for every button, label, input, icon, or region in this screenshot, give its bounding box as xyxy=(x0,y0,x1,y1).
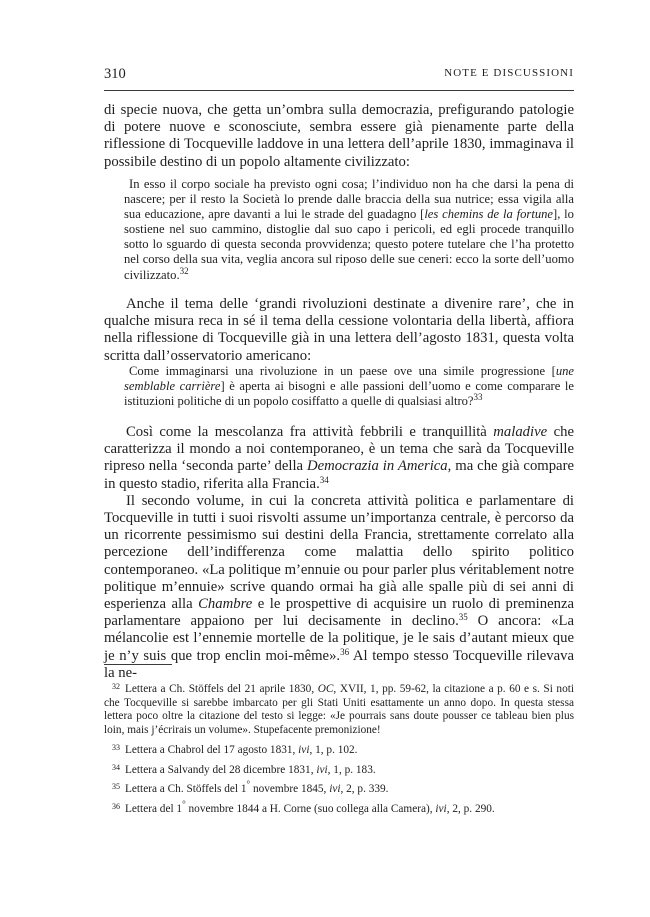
footnote-33: $^{33}$ Lettera a Chabrol del 17 agosto 1831, ivi, 1, p. 102. xyxy=(112,742,358,756)
paragraph-2-text: Anche il tema delle ‘grandi rivoluzioni destinate a divenire rare’, che in qualche misura reca in sé il tema della cessione volontaria della libertà, affiora nella riflessione di Tocqueville già in una lettera dell’agosto 1831, questa volta scritta dall’osservatorio americano: xyxy=(104,296,574,364)
page-number: 310 xyxy=(104,66,126,82)
paragraph-3-text: Così come la mescolanza fra attività febbrili e tranquillità maladive che caratterizza il mondo a noi contemporaneo, è un tema che sarà da Tocqueville ripreso nella ‘seconda parte’ della Democrazia in America, ma che già compare in questo stadio, riferita alla Francia.$^{34}$ xyxy=(104,424,574,492)
quote-2-italic-term: une semblable carrière xyxy=(124,364,574,394)
book-title-democrazia: Democrazia in America xyxy=(307,458,448,475)
block-quote-2-text: Come immaginarsi una rivoluzione in un paese ove una simile progressione [une semblable carrière] è aperta ai bisogni e alle passioni dell’uomo e come comparare le istituzioni politiche di un popolo cosiffatto a quelle di qualsiasi altro?$^{33}$ xyxy=(124,364,574,409)
block-quote-1 xyxy=(124,177,574,283)
paragraph-2 xyxy=(104,296,574,365)
quote-1-italic-term: les chemins de la fortune xyxy=(424,207,553,222)
note-ref-35: 35 xyxy=(458,612,468,623)
footnote-36: $^{36}$ Lettera del 1° novembre 1844 a H. Corne (suo collega alla Camera), ivi, 2, p. 290. xyxy=(112,798,495,815)
note-ref-34: 34 xyxy=(319,474,329,485)
footnote-separator xyxy=(104,664,172,665)
page-header xyxy=(104,66,574,91)
note-ref-33: 33 xyxy=(473,392,483,403)
footnotes xyxy=(104,680,574,820)
paragraph-1 xyxy=(104,102,574,171)
footnote-35: $^{35}$ Lettera a Ch. Stöffels del 1° novembre 1845, ivi, 2, p. 339. xyxy=(112,779,389,796)
running-head: NOTE E DISCUSSIONI xyxy=(444,67,574,79)
note-ref-36: 36 xyxy=(340,646,350,657)
footnote-32: $^{32}$ Lettera a Ch. Stöffels del 21 aprile 1830, OC, XVII, 1, pp. 59-62, la citazione a p. 60 e s. Si noti che Tocqueville si sarebbe imbarcato per gli Stati Uniti esattamente un anno dopo. In questa stessa lettera poco oltre la citazione del testo si legge: «Je pourrais sans doute pousser ce tableau bien plus loin, mais j’écrirais un volume». Stupefacente premonizione! xyxy=(104,682,574,737)
paragraph-4-text: Il secondo volume, in cui la concreta attività politica e parlamentare di Tocqueville in tutti i suoi risvolti assume un’importanza centrale, è percorso da un ricorrente pessimismo sui destini della Francia, strettamente correlato alla percezione dell’indifferenza come malattia dello spirito politico contemporaneo. «La politique m’ennuie ou pour parler plus véritablement notre politique m’ennuie» scrive quando ormai ha già alle spalle più di sei anni di esperienza alla Chambre e le prospettive di acquisire un ruolo di preminenza parlamentare appaiono per lui decisamente in declino.$^{35}$ O ancora: «La mélancolie est l’ennemie mortelle de la politique, je le sais d’autant mieux que je n’y suis que trop enclin moi-même».$^{36}$ Al tempo stesso Tocqueville rilevava la ne- xyxy=(104,492,575,681)
block-quote-1-text: In esso il corpo sociale ha previsto ogni cosa; l’individuo non ha che darsi la pena di nascere; per il resto la Società lo prende dalle braccia della sua nutrice; essa vigila alla sua educazione, apre davanti a lui le strade del guadagno [les chemins de la fortune], lo sostiene nel suo cammino, distoglie dal suo capo i pericoli, ed egli procede tranquillo sotto lo sguardo di questa seconda provvidenza; questo potere tutelare che l’ha protetto nel corso della sua vita, veglia ancora sul riposo delle sue ceneri: ecco la sorte dell’uomo civilizzato.$^{32}$ xyxy=(124,177,574,282)
footnote-34: $^{34}$ Lettera a Salvandy del 28 dicembre 1831, ivi, 1, p. 183. xyxy=(112,762,376,776)
block-quote-2 xyxy=(124,364,574,409)
paragraph-1-text: di specie nuova, che getta un’ombra sulla democrazia, prefigurando patologie di potere nuove e sconosciute, sembra essere già pienamente parte della riflessione di Tocqueville laddove in una lettera dell’aprile 1830, immaginava il possibile destino di un popolo altamente civilizzato: xyxy=(104,102,574,170)
paragraph-3-4 xyxy=(104,424,574,682)
note-ref-32: 32 xyxy=(179,265,189,276)
